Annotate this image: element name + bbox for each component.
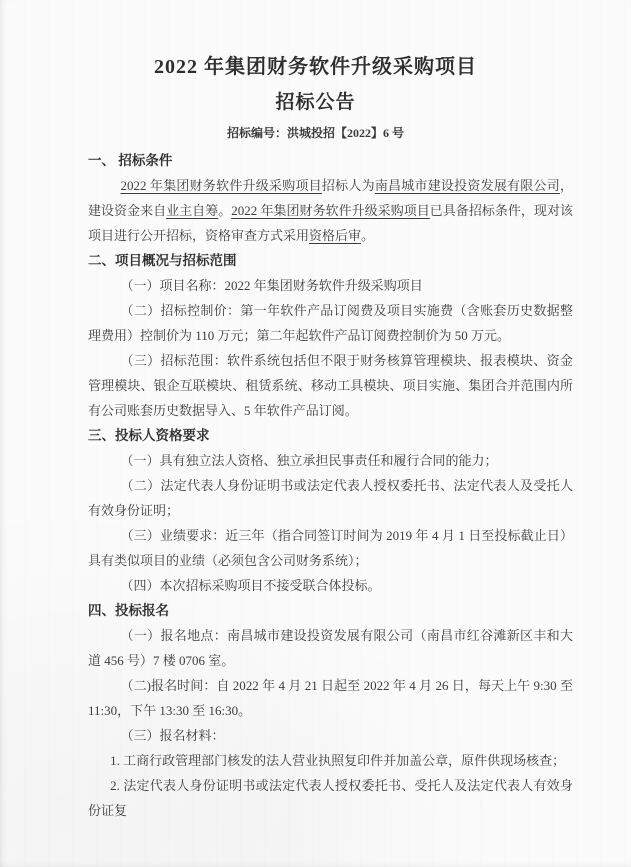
underlined-funding-source: 业主自筹 — [166, 203, 219, 218]
underlined-qualification-method: 资格后审 — [309, 228, 362, 243]
paragraph-registration-place: （一）报名地点：南昌城市建设投资发展有限公司（南昌市红谷滩新区丰和大道 456 号）7 楼 0706 室。 — [88, 628, 573, 668]
paragraph-registration-materials: （三）报名材料： — [120, 728, 225, 743]
section-1-intro-paragraph — [88, 173, 573, 248]
underlined-company-name: 南昌城市建设投资发展有限公司 — [374, 178, 560, 193]
text-segment: ，建设资金来自 — [88, 178, 573, 218]
doc-number: 招标编号：洪城投招【2022】6 号 — [226, 126, 404, 140]
paragraph-qualification-2: （二）法定代表人身份证明书或法定代表人授权委托书、法定代表人及受托人有效身份证明； — [88, 478, 573, 518]
underlined-project-name: 2022 年集团财务软件升级采购项目 — [231, 203, 430, 218]
section-3-heading: 三、投标人资格要求 — [88, 428, 210, 443]
section-4-heading: 四、投标报名 — [88, 603, 169, 618]
text-segment: 。 — [361, 228, 375, 243]
paragraph-registration-time: （二)报名时间：自 2022 年 4 月 21 日起至 2022 年 4 月 26 日，每天上午 9:30 至 11:30，下午 13:30 至 16:30。 — [88, 678, 573, 718]
underlined-project-name: 2022 年集团财务软件升级采购项目 — [120, 178, 322, 193]
paragraph-bidding-scope: （三）招标范围：软件系统包括但不限于财务核算管理模块、报表模块、资金管理模块、银企互联模块、租赁系统、移动工具模块、项目实施、集团合并范围内所有公司账套历史数据导入、5 年软件产品订阅。 — [88, 353, 573, 418]
paragraph-qualification-4: （四）本次招标采购项目不接受联合体投标。 — [120, 578, 381, 593]
paragraph-control-price: （二）招标控制价：第一年软件产品订阅费及项目实施费（含账套历史数据整理费用）控制价为 110 万元；第二年起软件产品订阅费控制价为 50 万元。 — [88, 303, 573, 343]
text-segment: 。 — [218, 203, 232, 218]
doc-subtitle: 招标公告 — [275, 92, 356, 113]
document-body — [58, 148, 573, 823]
paragraph-qualification-1: （一）具有独立法人资格、独立承担民事责任和履行合同的能力； — [120, 453, 498, 468]
section-2-heading: 二、项目概况与招标范围 — [88, 253, 237, 268]
doc-title: 2022 年集团财务软件升级采购项目 — [154, 56, 477, 78]
material-item-2: 2. 法定代表人身份证明书或法定代表人授权委托书、受托人及法定代表人有效身份证复 — [88, 778, 573, 818]
section-1-heading: 一、 招标条件 — [88, 153, 173, 168]
paragraph-qualification-3: （三）业绩要求：近三年（指合同签订时间为 2019 年 4 月 1 日至投标截止日）具有类似项目的业绩（必须包含公司财务系统）； — [88, 528, 573, 568]
text-segment: 招标人为 — [321, 178, 375, 193]
text-segment: 已具备招标条件，现对该项目进行公开招标，资格审查方式采用 — [88, 203, 573, 243]
paragraph-project-name: （一）项目名称：2022 年集团财务软件升级采购项目 — [120, 278, 423, 293]
material-item-1: 1. 工商行政管理部门核发的法人营业执照复印件并加盖公章，原件供现场核查； — [110, 753, 566, 768]
